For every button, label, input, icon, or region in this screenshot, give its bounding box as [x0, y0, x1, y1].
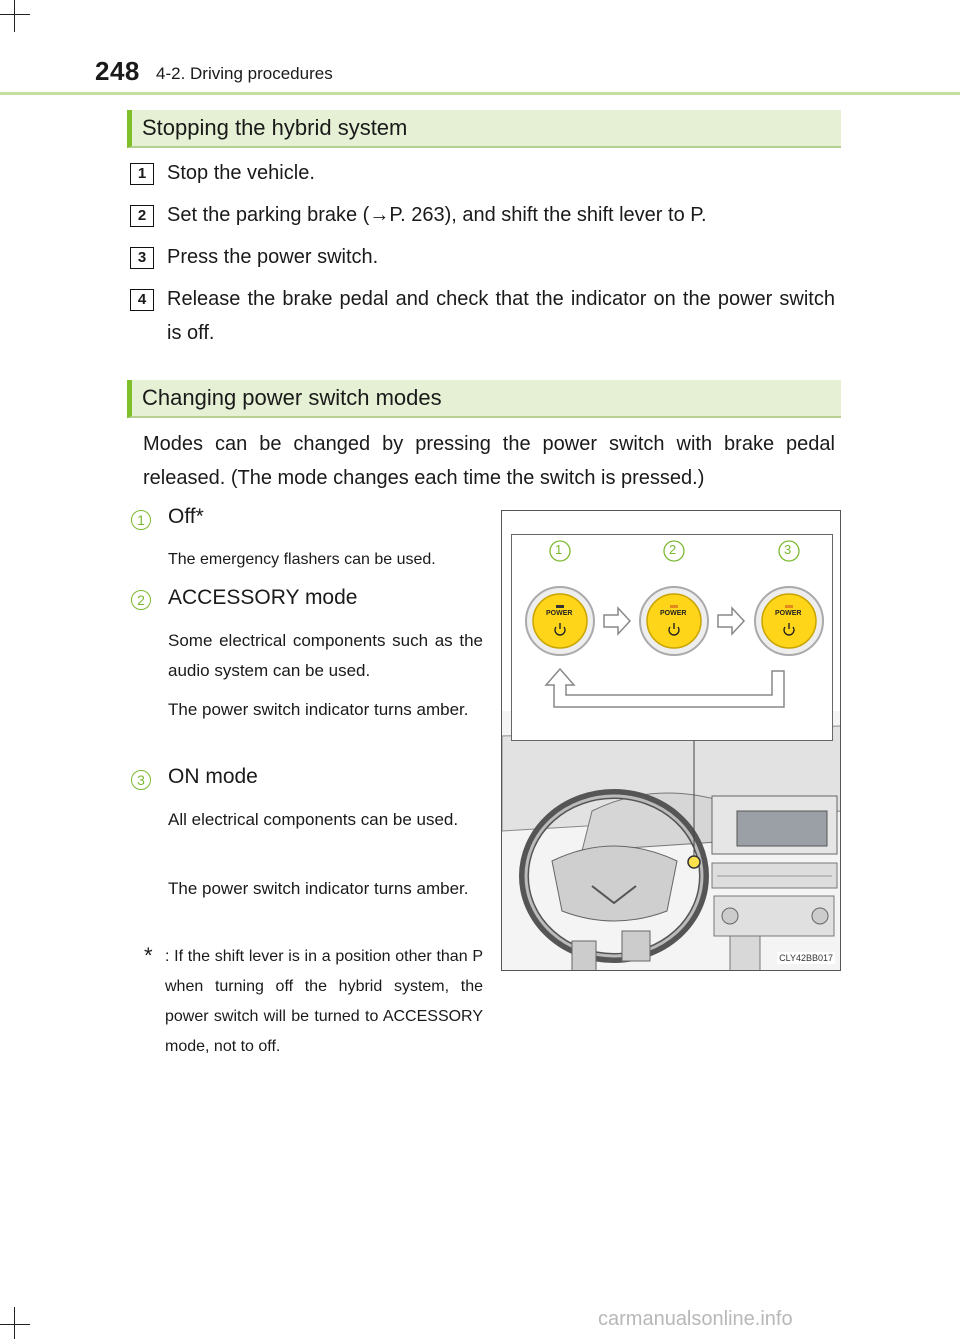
step-number: 2	[130, 205, 154, 227]
step-text: Set the parking brake (→P. 263), and shift the shift lever to P.	[167, 204, 707, 226]
step-text: Release the brake pedal and check that the indicator on the power switch is off.	[167, 288, 835, 344]
footnote-marker: *	[144, 943, 153, 968]
mode-title: Off*	[168, 505, 204, 528]
mode-description: The power switch indicator turns amber.	[168, 700, 469, 719]
mode-number: 3	[131, 770, 151, 790]
crop-mark	[0, 14, 30, 15]
power-switch-figure	[501, 510, 841, 971]
callout-1: 1	[555, 542, 563, 557]
mode-description: Some electrical components such as the audio system can be used.	[168, 631, 483, 680]
figure-code: CLY42BB017	[779, 953, 833, 963]
mode-title: ON mode	[168, 765, 258, 788]
step-text: Stop the vehicle.	[167, 162, 315, 184]
section-heading-changing	[127, 380, 841, 418]
power-button-sequence	[512, 535, 834, 742]
step-number: 4	[130, 289, 154, 311]
step-number: 3	[130, 247, 154, 269]
mode-number: 2	[131, 590, 151, 610]
mode-number: 1	[131, 510, 151, 530]
power-label: POWER	[660, 610, 687, 617]
footnote: : If the shift lever is in a position other than P when turning off the hybrid system, the power switch will be turned to ACCESSORY mode, not to off.	[165, 948, 483, 1055]
section-heading-stopping	[127, 110, 841, 148]
mode-description: The power switch indicator turns amber.	[168, 879, 469, 898]
header-rule	[0, 92, 960, 95]
section-title: 4-2. Driving procedures	[156, 64, 333, 83]
crop-mark	[14, 0, 15, 32]
callout-2: 2	[669, 542, 677, 557]
step-text: Press the power switch.	[167, 246, 379, 268]
mode-description: The emergency flashers can be used.	[168, 551, 436, 568]
mode-description: All electrical components can be used.	[168, 810, 459, 829]
power-switch-sequence-panel	[511, 534, 833, 741]
intro-paragraph: Modes can be changed by pressing the power switch with brake pedal released. (The mode changes each time the switch is pressed.)	[143, 433, 835, 489]
power-label: POWER	[775, 610, 802, 617]
crop-mark	[14, 1307, 15, 1339]
power-label: POWER	[546, 610, 573, 617]
callout-3: 3	[784, 542, 792, 557]
page-number: 248	[95, 56, 140, 86]
step-number: 1	[130, 163, 154, 185]
mode-title: ACCESSORY mode	[168, 586, 358, 609]
section-heading-text: Changing power switch modes	[142, 385, 442, 410]
crop-mark	[0, 1324, 30, 1325]
watermark: carmanualsonline.info	[598, 1308, 793, 1330]
section-heading-text: Stopping the hybrid system	[142, 115, 408, 140]
